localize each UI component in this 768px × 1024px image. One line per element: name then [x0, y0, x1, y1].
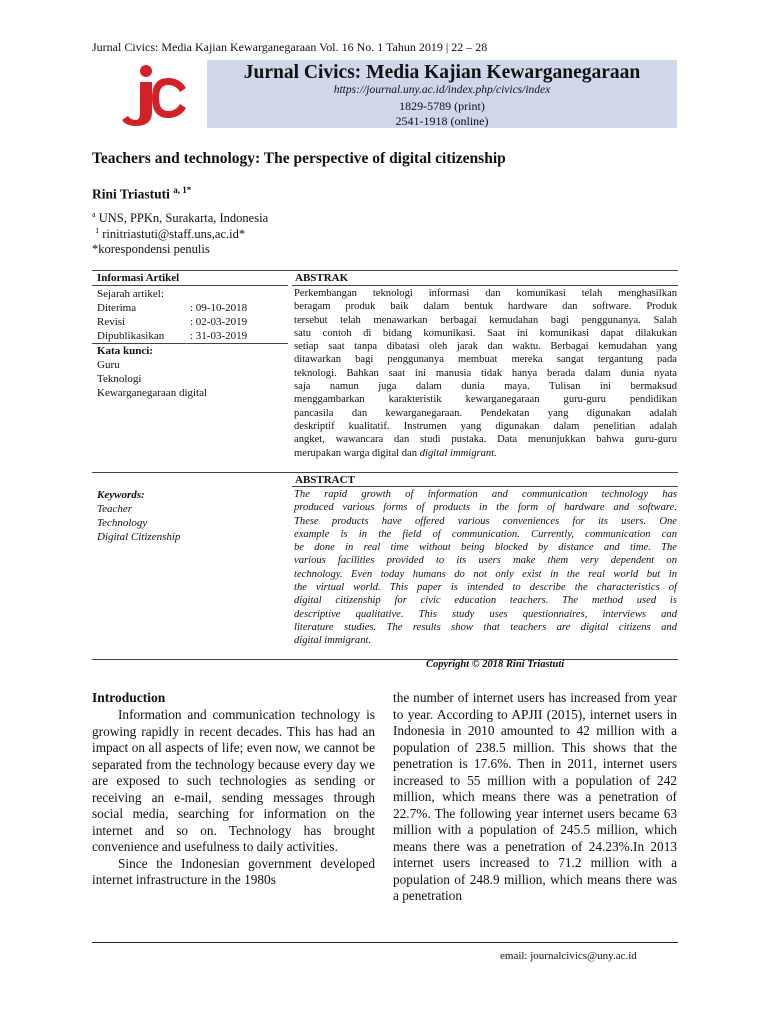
- abstract-line: ditawarkan bagi penggunanya membuat mereka sangat tergantung pada: [294, 354, 677, 366]
- abstract-line: tersebut telah menawarkan berbagai kemudahan bagi penggunanya. Salah: [294, 314, 677, 326]
- table-bottom-rule: [92, 659, 678, 660]
- abstract-line: saja namun juga dalam dunia maya. Tulisan ini bermaksud: [294, 381, 677, 393]
- published-label: Dipublikasikan: [97, 330, 165, 342]
- footer-email[interactable]: email: journalcivics@uny.ac.id: [500, 950, 637, 962]
- abstract-line: The rapid growth of information and communication technology has: [294, 489, 677, 500]
- section-title: Introduction: [92, 690, 166, 705]
- abstract-line: literature studies. The results show that teachers are digital citizens and: [294, 621, 677, 633]
- abstract-line: the virtual world. This paper is intended to describe the characteristics of: [294, 582, 677, 594]
- keyword-id: Kewarganegaraan digital: [97, 387, 208, 399]
- article-info-header: Informasi Artikel: [97, 272, 180, 284]
- footer-rule: [92, 942, 678, 943]
- abstract-line: menggambarkan karakteristik kewarganegaraan guru-guru pendidikan: [294, 394, 677, 406]
- journal-url[interactable]: https://journal.uny.ac.id/index.php/civics/index: [333, 84, 551, 96]
- keyword-en: Digital Citizenship: [97, 531, 181, 543]
- abstract-line: deskriptif kualitatif. Instrumen yang digunakan dalam penelitian adalah: [294, 420, 677, 432]
- abstrak-header-rule: [292, 285, 678, 286]
- issn-online: 2541-1918 (online): [395, 114, 489, 128]
- revised-label: Revisi: [97, 316, 126, 328]
- keyword-en: Teacher: [97, 503, 133, 515]
- issn-print: 1829-5789 (print): [399, 99, 485, 113]
- abstract-line: Perkembangan teknologi informasi dan komunikasi telah menghasilkan: [294, 288, 677, 299]
- mid-rule: [92, 472, 678, 473]
- journal-title: Jurnal Civics: Media Kajian Kewarganegaraan: [243, 62, 641, 83]
- abstrak-header: ABSTRAK: [295, 272, 349, 284]
- running-header: Jurnal Civics: Media Kajian Kewarganegaraan Vol. 16 No. 1 Tahun 2019 | 22 – 28: [92, 40, 488, 54]
- abstract-line: merupakan warga digital dan digital immigrant.: [294, 447, 497, 459]
- paragraph: Information and communication technology is growing rapidly in recent decades. This has had an impact on all aspects of life; even now, we cannot be separated from the technology because every day we are exposed to such technologies as sending or receiving an e-mail, sending messages through social media, searching for information on the internet and so on. Technology has brought convenience and usefulness to daily activities.: [92, 707, 375, 854]
- correspondence-note: *korespondensi penulis: [92, 242, 210, 256]
- published-date: : 31-03-2019: [190, 330, 248, 342]
- abstract-line: technology. Even today humans do not only exist in the real world but in: [294, 568, 677, 580]
- abstract-line: various facilities provided to its users make them very dependent on: [294, 555, 677, 567]
- journal-logo: [118, 64, 188, 128]
- history-label: Sejarah artikel:: [97, 288, 164, 300]
- abstract-line: be done in real time without being blocked by distance and time. The: [294, 542, 677, 554]
- abstract-line: descriptive qualitative. This study uses questionnaires, interviews and: [294, 608, 677, 620]
- abstract-line: beragam produk baik dalam bentuk hardware dan software. Produk: [294, 301, 677, 313]
- abstrak-body: [294, 287, 677, 460]
- abstract-header: ABSTRACT: [295, 474, 355, 486]
- abstract-line: produced various forms of products in the form of hardware and software.: [294, 502, 677, 514]
- abstract-line: example is in the field of communication. Currently, communication can: [294, 528, 677, 540]
- abstract-line: satu contoh di bidang komunikasi. Saat ini komunikasi dapat dilakukan: [294, 327, 677, 339]
- abstract-body: [294, 488, 677, 648]
- abstract-line: teknologi. Bahkan saat ini manusia tidak hanya berada dalam dunia nyata: [294, 367, 677, 379]
- left-column: [92, 707, 375, 889]
- abstract-line: These products have offered various conveniences for its users. One: [294, 515, 677, 527]
- received-label: Diterima: [97, 302, 137, 314]
- abstract-line: setiap saat tanpa dibatasi oleh jarak dan waktu. Berbagai kemudahan yang: [294, 341, 677, 353]
- paragraph: the number of internet users has increased from year to year. According to APJII (2015), internet users in Indonesia in 2010 amounted to 42 million with a population of 238.5 million. This shows that the penetration is 17.6%. Then in 2011, internet users increased to 55 million with a population of 242 million, which means there was a penetration of 22.7%. The following year internet users became 63 million with a population of 245.5 million, which means there was a penetration of 24.23%.In 2013 internet users increased to 71.2 million with a population of 248.9 million, which means there was a penetration: [393, 690, 677, 903]
- paragraph: Since the Indonesian government developed internet infrastructure in the 1980s: [92, 855, 375, 887]
- keyword-id: Teknologi: [97, 373, 142, 385]
- author-email: $^1$ rinitriastuti@staff.uns,ac.id*: [95, 226, 246, 242]
- abstract-line: angket, wawancara dan studi pustaka. Data menunjukkan bahwa guru-guru: [294, 434, 677, 446]
- history-rule: [92, 343, 288, 344]
- table-top-rule: [92, 270, 678, 271]
- affiliation: $^a$ UNS, PPKn, Surakarta, Indonesia: [92, 210, 269, 226]
- right-column: [393, 690, 677, 905]
- abstract-header-rule: [292, 486, 678, 487]
- copyright: Copyright © 2018 Rini Triastuti: [426, 659, 565, 670]
- received-date: : 09-10-2018: [190, 302, 248, 314]
- keyword-en: Technology: [97, 517, 148, 529]
- paper-title: Teachers and technology: The perspective of digital citizenship: [92, 150, 506, 167]
- keywords-label: Keywords:: [97, 489, 145, 501]
- info-header-rule: [92, 285, 288, 286]
- author-name: Rini Triastuti $^{a, 1*}$: [92, 185, 192, 202]
- abstract-line: digital citizenship for civic education teachers. The method used is: [294, 595, 677, 607]
- abstract-line: pancasila dan kewarganegaraan. Pendekatan yang digunakan adalah: [294, 407, 677, 419]
- revised-date: : 02-03-2019: [190, 316, 248, 328]
- abstract-line: digital immigrant.: [294, 635, 372, 647]
- kata-kunci-label: Kata kunci:: [97, 345, 153, 357]
- keyword-id: Guru: [97, 359, 120, 371]
